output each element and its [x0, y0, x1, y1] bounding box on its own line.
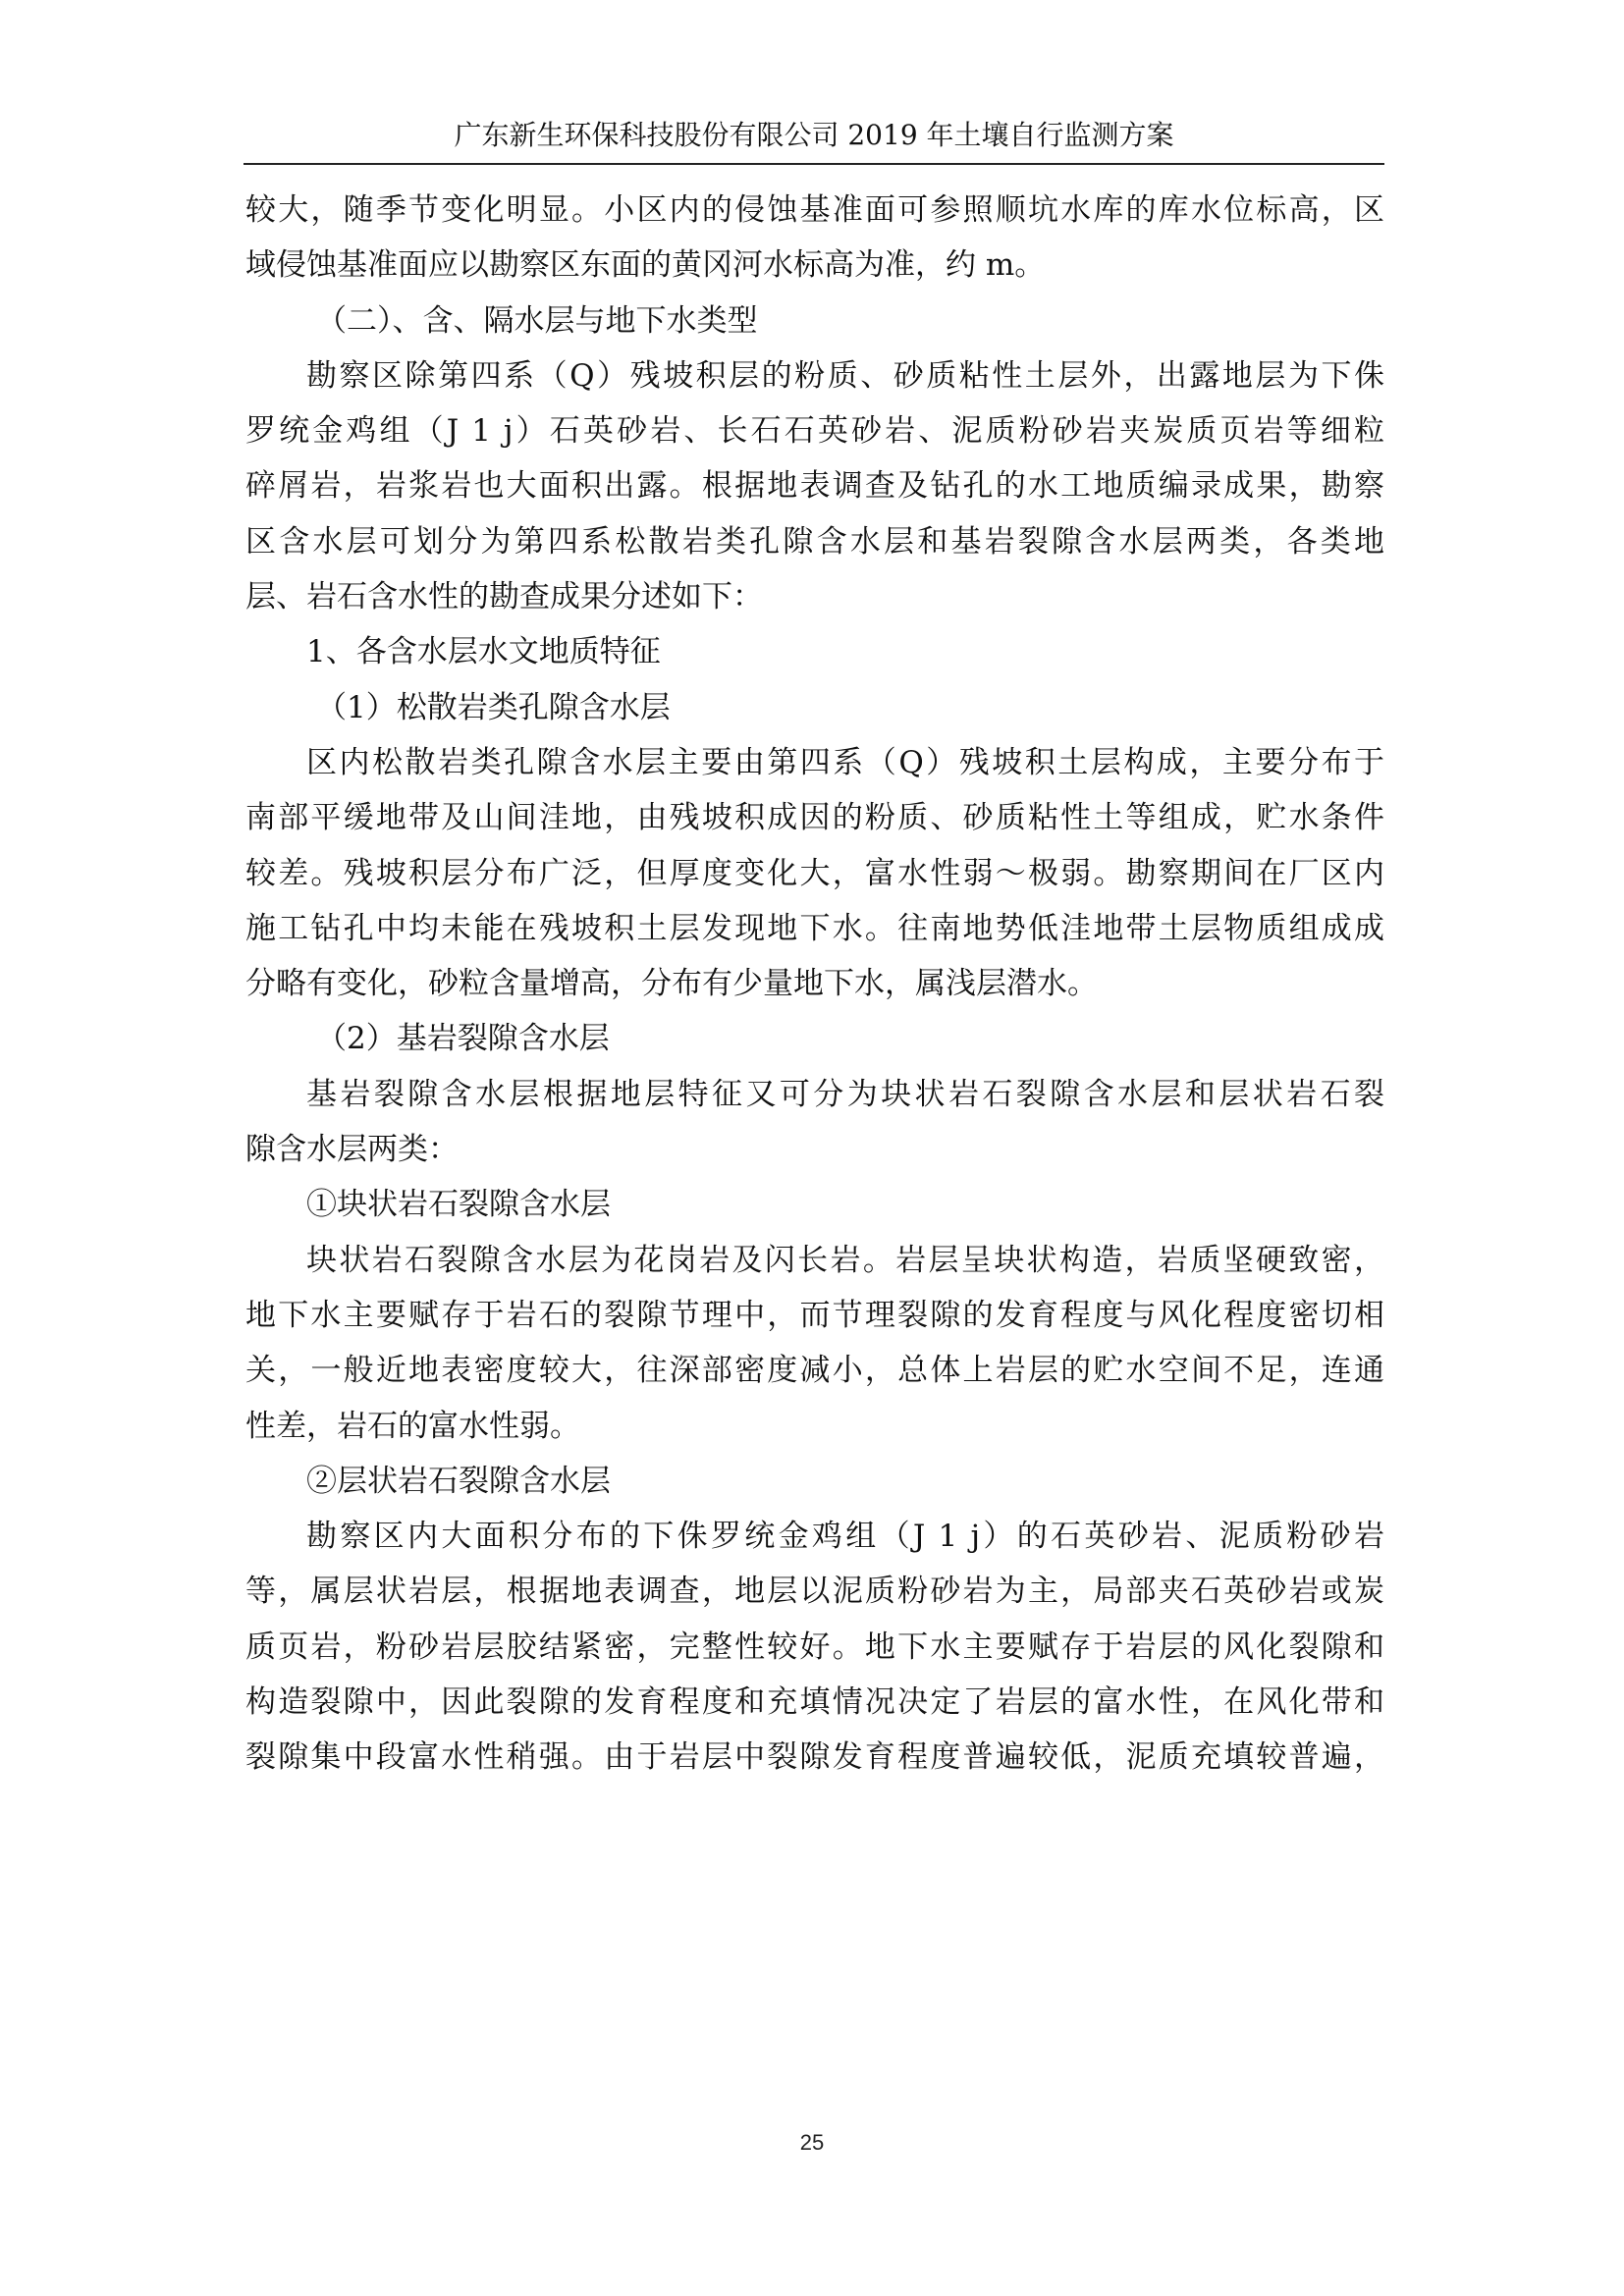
text-line: 隙含水层两类：	[245, 1132, 459, 1168]
subsubsection-heading	[245, 680, 1384, 735]
paragraph-block-rock	[245, 1233, 1384, 1454]
text-line: 较大，随季节变化明显。小区内的侵蚀基准面可参照顺坑水库的库水位标高，区	[245, 192, 1384, 228]
document-body	[245, 183, 1384, 1786]
text-line: 基岩裂隙含水层根据地层特征又可分为块状岩石裂隙含水层和层状岩石裂	[306, 1076, 1384, 1112]
subsubsection-heading	[245, 1011, 1384, 1066]
text-line: 1、各含水层水文地质特征	[306, 634, 661, 670]
text-line: 性差，岩石的富水性弱。	[245, 1408, 580, 1444]
text-line: 层、岩石含水性的勘查成果分述如下：	[245, 579, 763, 615]
item-heading	[245, 1177, 1384, 1232]
text-line: （1）松散岩类孔隙含水层	[316, 689, 671, 725]
paragraph-porous-aquifer	[245, 735, 1384, 1011]
text-line: 南部平缓地带及山间洼地，由残坡积成因的粉质、砂质粘性土等组成，贮水条件	[245, 800, 1384, 836]
text-line: 地下水主要赋存于岩石的裂隙节理中，而节理裂隙的发育程度与风化程度密切相	[245, 1297, 1384, 1333]
text-line: 勘察区除第四系（Q）残坡积层的粉质、砂质粘性土层外，出露地层为下侏	[306, 357, 1384, 394]
text-line: （2）基岩裂隙含水层	[316, 1021, 610, 1057]
text-line: 区含水层可划分为第四系松散岩类孔隙含水层和基岩裂隙含水层两类，各类地	[245, 523, 1384, 560]
header-divider	[244, 163, 1384, 165]
text-line: 碎屑岩，岩浆岩也大面积出露。根据地表调查及钻孔的水工地质编录成果，勘察	[245, 468, 1384, 505]
page-header: 广东新生环保科技股份有限公司 2019 年土壤自行监测方案	[454, 119, 1174, 151]
paragraph-layered-rock	[245, 1509, 1384, 1785]
text-line: 质页岩，粉砂岩层胶结紧密，完整性较好。地下水主要赋存于岩层的风化裂隙和	[245, 1629, 1384, 1665]
text-line: 分略有变化，砂粒含量增高，分布有少量地下水，属浅层潜水。	[245, 966, 1098, 1002]
text-line: 等，属层状岩层，根据地表调查，地层以泥质粉砂岩为主，局部夹石英砂岩或炭	[245, 1574, 1384, 1610]
text-line: 关，一般近地表密度较大，往深部密度减小，总体上岩层的贮水空间不足，连通	[245, 1353, 1384, 1389]
text-line: ①块状岩石裂隙含水层	[306, 1187, 611, 1223]
text-line: 较差。残坡积层分布广泛，但厚度变化大，富水性弱～极弱。勘察期间在厂区内	[245, 855, 1384, 891]
text-line: 施工钻孔中均未能在残坡积土层发现地下水。往南地势低洼地带土层物质组成成	[245, 910, 1384, 946]
section-heading	[245, 294, 1384, 348]
text-line: 罗统金鸡组（J 1 j）石英砂岩、长石石英砂岩、泥质粉砂岩夹炭质页岩等细粒	[245, 413, 1384, 450]
text-line: （二）、含、隔水层与地下水类型	[316, 302, 758, 339]
text-line: 构造裂隙中，因此裂隙的发育程度和充填情况决定了岩层的富水性，在风化带和	[245, 1684, 1384, 1721]
page-number: 25	[799, 2130, 825, 2155]
paragraph-intro	[245, 348, 1384, 624]
subsection-heading	[245, 624, 1384, 679]
text-line: 区内松散岩类孔隙含水层主要由第四系（Q）残坡积土层构成，主要分布于	[306, 744, 1384, 780]
text-line: 勘察区内大面积分布的下侏罗统金鸡组（J 1 j）的石英砂岩、泥质粉砂岩	[306, 1519, 1384, 1555]
paragraph-bedrock-aquifer	[245, 1067, 1384, 1178]
text-line: 裂隙集中段富水性稍强。由于岩层中裂隙发育程度普遍较低，泥质充填较普遍，	[245, 1739, 1384, 1776]
text-line: 域侵蚀基准面应以勘察区东面的黄冈河水标高为准，约 m。	[245, 247, 1046, 284]
text-line: ②层状岩石裂隙含水层	[306, 1463, 611, 1499]
text-line: 块状岩石裂隙含水层为花岗岩及闪长岩。岩层呈块状构造，岩质坚硬致密，	[306, 1242, 1384, 1278]
paragraph-continuation	[245, 183, 1384, 294]
item-heading	[245, 1454, 1384, 1509]
